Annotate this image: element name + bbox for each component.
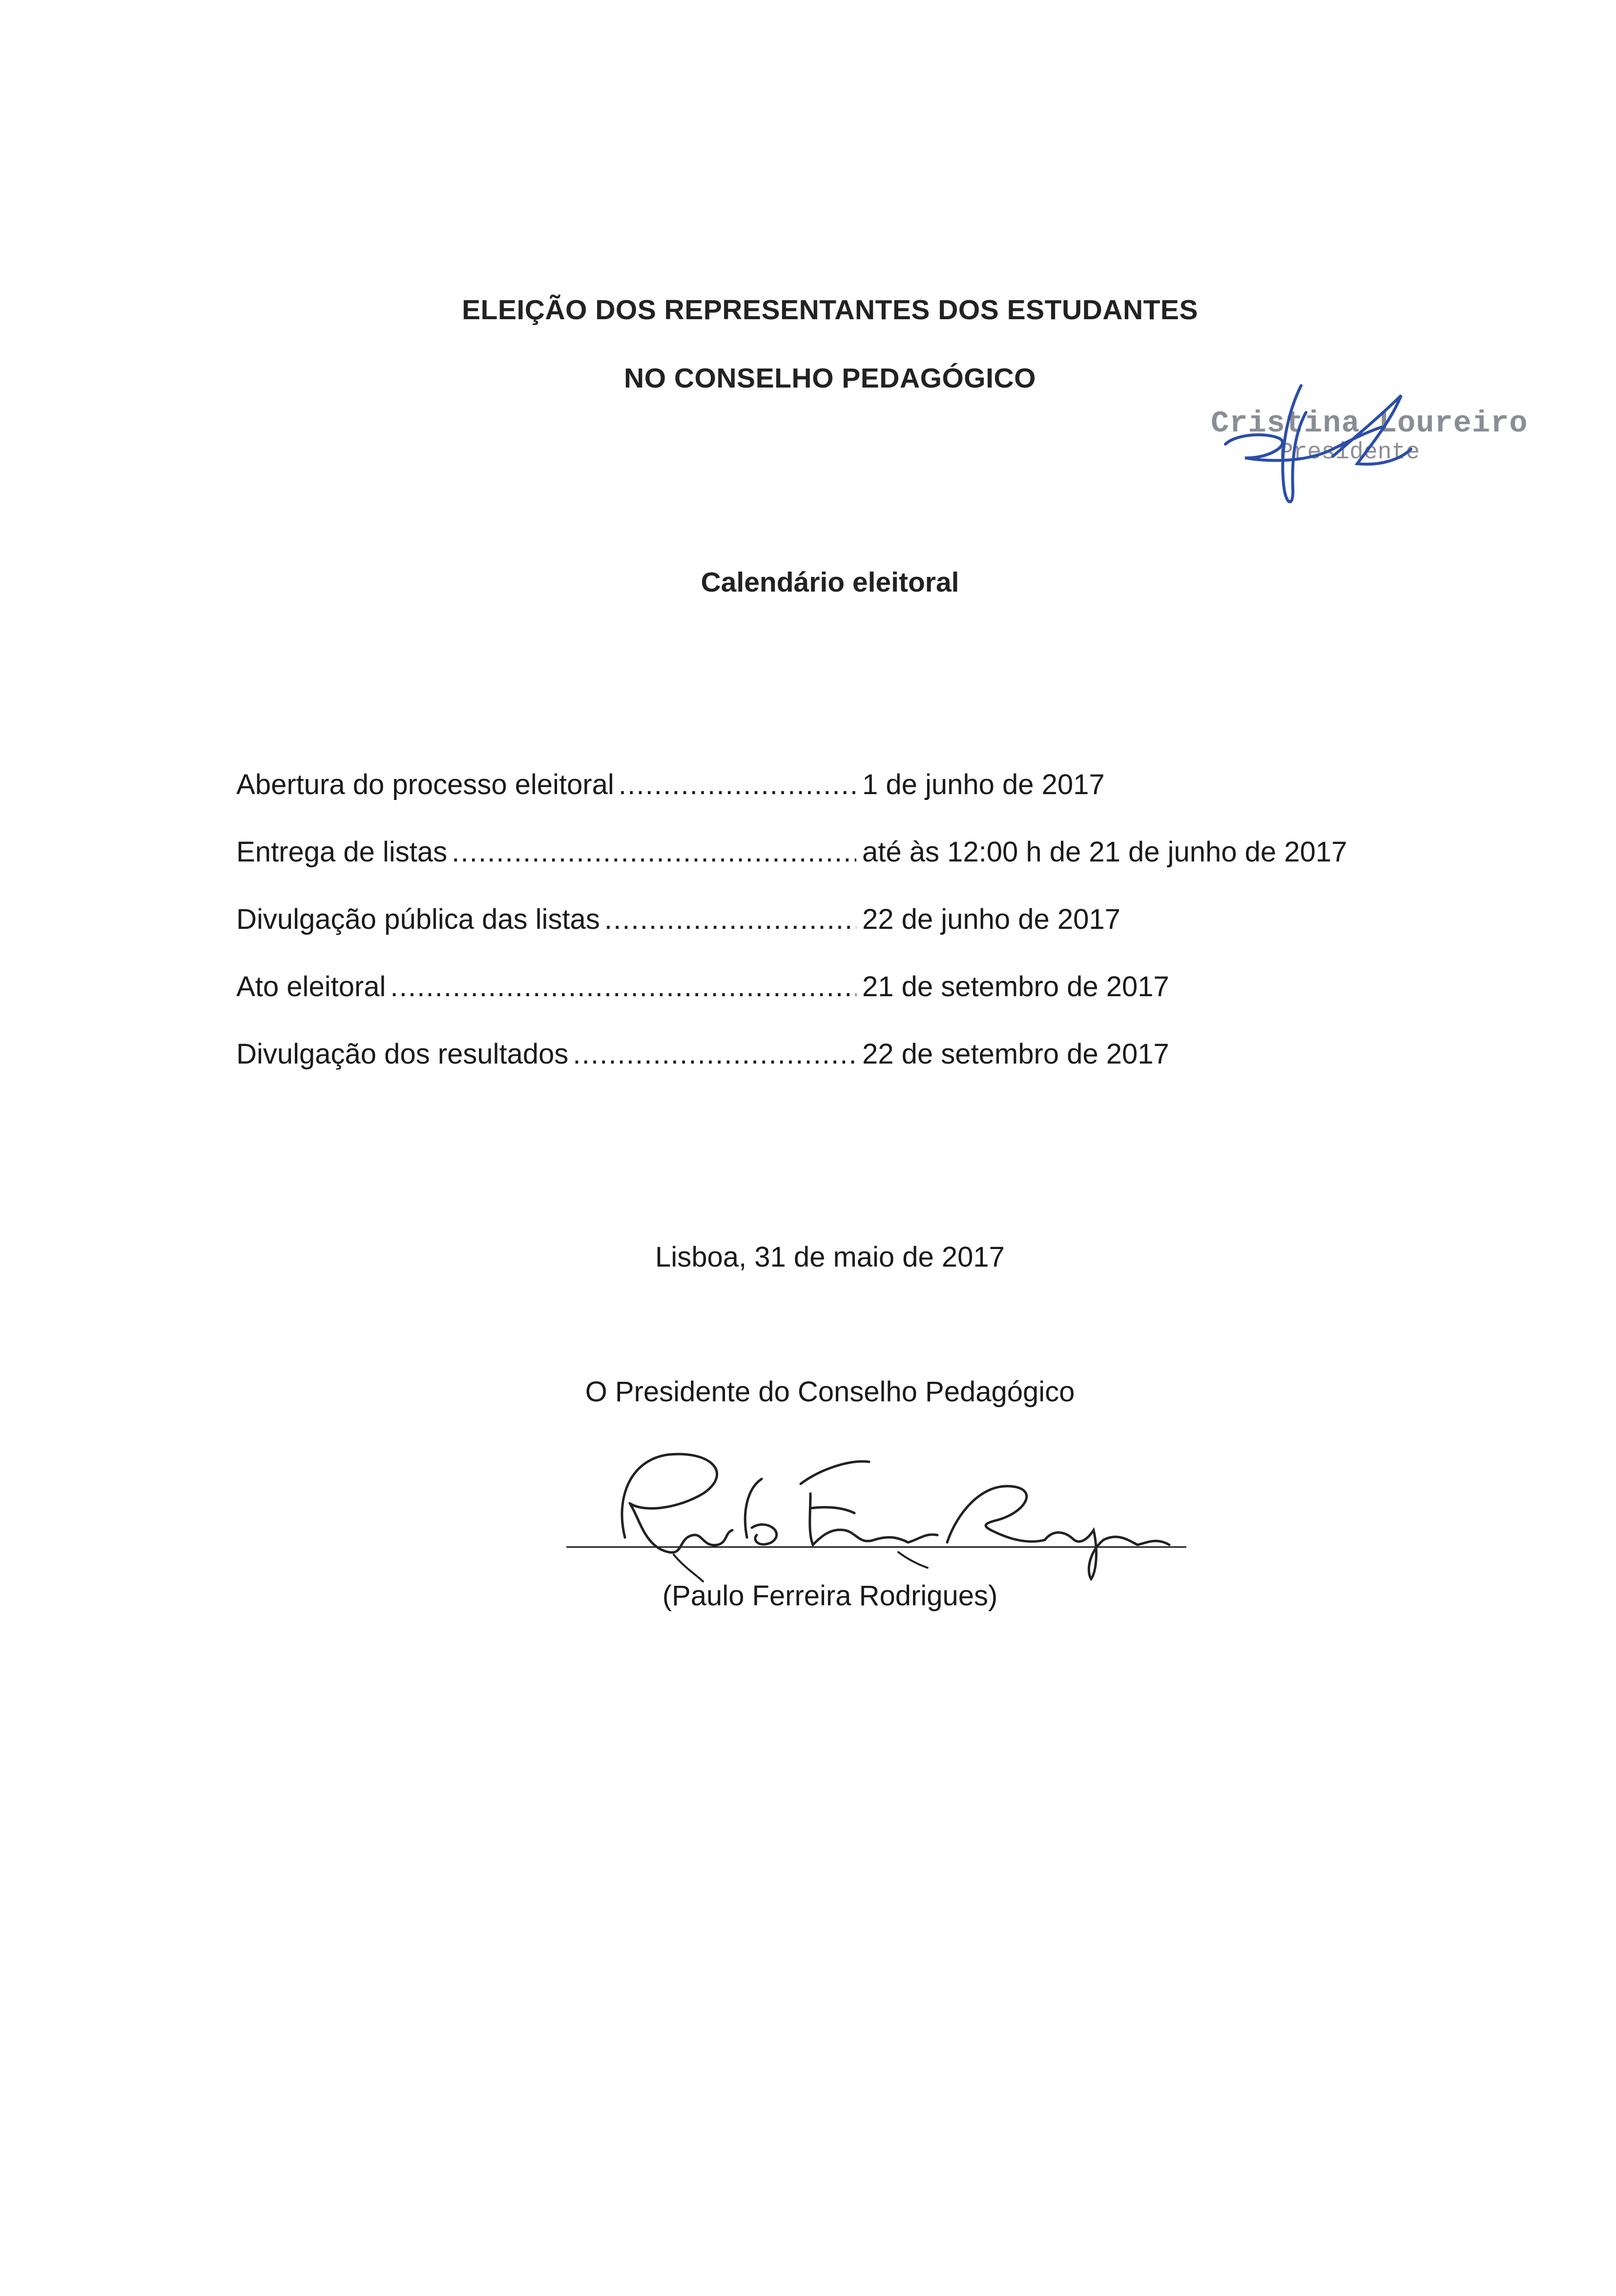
calendar-row-value: 1 de junho de 2017 — [862, 769, 1105, 800]
calendar-heading: Calendário eleitoral — [701, 567, 959, 598]
calendar-row-value: até às 12:00 h de 21 de junho de 2017 — [862, 836, 1347, 868]
document-title-line-2: NO CONSELHO PEDAGÓGICO — [624, 363, 1036, 394]
calendar-row-label: Abertura do processo eleitoral . . . — [236, 768, 856, 801]
calendar-row-label: Entrega de listas . . . — [236, 836, 856, 868]
calendar-row-value: 22 de junho de 2017 — [862, 903, 1120, 935]
place-and-date: Lisboa, 31 de maio de 2017 — [655, 1241, 1005, 1273]
calendar-row-value: 21 de setembro de 2017 — [862, 971, 1169, 1003]
handwritten-signature-icon — [557, 1440, 1201, 1586]
stamp-role: Presidente — [1279, 439, 1420, 466]
calendar-row-label: Divulgação dos resultados . . . — [236, 1038, 856, 1070]
president-stamp — [1206, 376, 1528, 512]
signer-title: O Presidente do Conselho Pedagógico — [585, 1376, 1075, 1408]
calendar-row-value: 22 de setembro de 2017 — [862, 1038, 1169, 1070]
calendar-row-label: Ato eleitoral . . . — [236, 970, 856, 1003]
document-title-line-1: ELEIÇÃO DOS REPRESENTANTES DOS ESTUDANTES — [462, 294, 1198, 326]
signature-line — [566, 1546, 1186, 1548]
stamp-name: Cristina Loureiro — [1211, 406, 1528, 441]
stamp-signature-icon — [1206, 376, 1479, 512]
calendar-row-label: Divulgação pública das listas . . . — [236, 903, 856, 936]
signer-name: (Paulo Ferreira Rodrigues) — [662, 1580, 998, 1612]
